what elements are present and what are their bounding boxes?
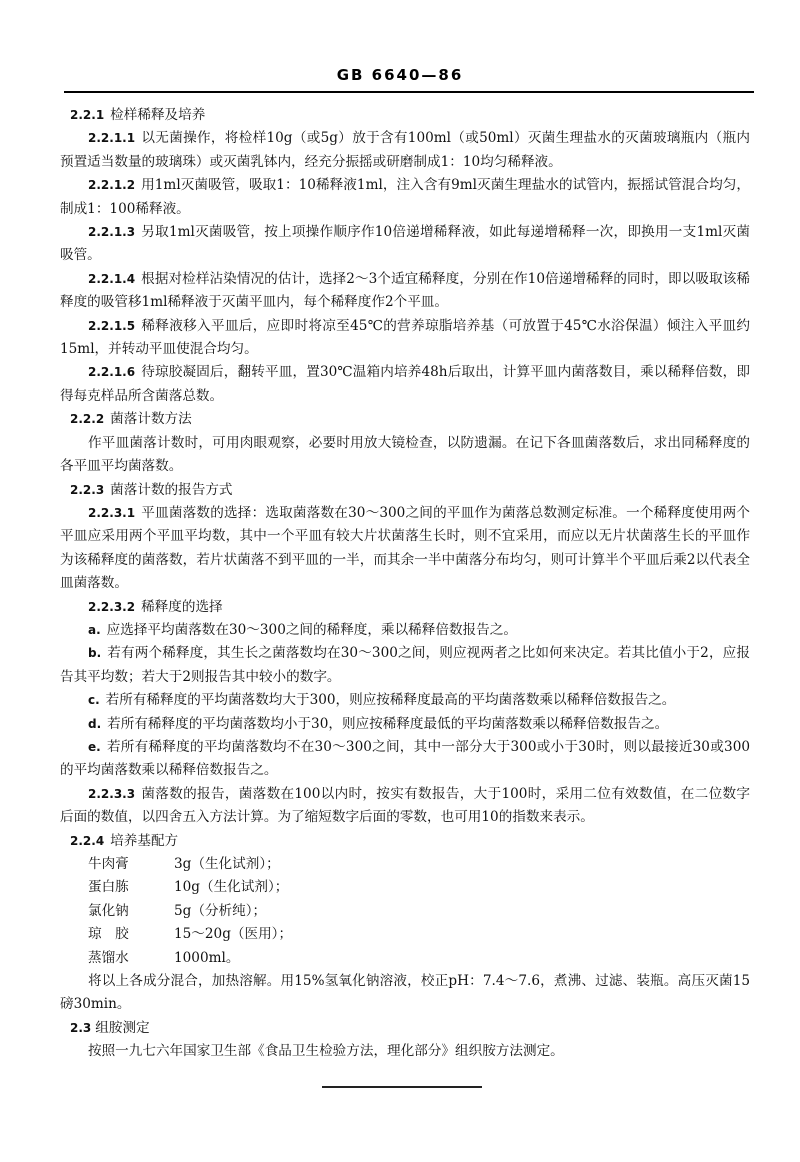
list-item-b <box>60 642 750 689</box>
list-marker: c. <box>88 693 100 708</box>
ingredient-row <box>60 947 750 970</box>
section-2-2-3 <box>60 479 750 502</box>
list-marker: d. <box>88 716 102 731</box>
ingredient-amount: 1000ml。 <box>174 949 240 966</box>
clause-text: 另取1ml灭菌吸管，按上项操作顺序作10倍递增稀释液，如此每递增稀释一次，即换用一支1ml灭菌吸管。 <box>60 224 750 264</box>
clause-text: 菌落数的报告，菌落数在100以内时，按实有数报告，大于100时，采用二位有效数值，在二位数字后面的数值，以四舍五入方法计算。为了缩短数字后面的零数，也可用10的指数来表示。 <box>60 785 750 826</box>
clause-text: 用1ml灭菌吸管，吸取1：10稀释液1ml，注入含有9ml灭菌生理盐水的试管内，振摇试管混合均匀，制成1：100稀释液。 <box>60 177 750 217</box>
clause-text: 以无菌操作，将检样10g（或5g）放于含有100ml（或50ml）灭菌生理盐水的灭菌玻璃瓶内（瓶内预置适当数量的玻璃珠）或灭菌乳钵内，经充分振摇或研磨制成1：10均匀稀释液。 <box>60 130 750 170</box>
section-2-3 <box>60 1017 750 1040</box>
paragraph-2-2-1-5 <box>60 315 750 362</box>
ingredient-amount: 15～20g（医用）； <box>174 926 293 943</box>
section-2-2-4 <box>60 830 750 853</box>
paragraph-2-3-body <box>60 1040 750 1063</box>
paragraph-2-2-1-4 <box>60 268 750 315</box>
list-item-a <box>60 619 750 642</box>
clause-number: 2.2.1.5 <box>88 318 136 333</box>
paragraph-2-2-1-3 <box>60 221 750 268</box>
ingredient-name: 琼 胶 <box>88 926 129 943</box>
list-marker: a. <box>88 622 101 637</box>
clause-number: 2.2.1.4 <box>88 271 136 286</box>
section-title: 组胺测定 <box>95 1019 150 1036</box>
mixing-instructions <box>60 970 750 1017</box>
ingredient-amount: 5g（分析纯）； <box>174 902 267 919</box>
clause-text: 根据对检样沾染情况的估计，选择2～3个适宜稀释度，分别在作10倍递增稀释的同时，即以吸取该稀释度的吸管移1ml稀释液于灭菌平皿内，每个稀释度作2个平皿。 <box>60 270 750 311</box>
ingredient-row <box>60 853 750 876</box>
ingredient-row <box>60 923 750 946</box>
clause-number: 2.2.1.6 <box>88 365 136 380</box>
clause-text: 将以上各成分混合，加热溶解。用15%氢氧化钠溶液，校正pH：7.4～7.6，煮沸、过滤、装瓶。高压灭菌15磅30min。 <box>60 973 750 1013</box>
clause-text: 按照一九七六年国家卫生部《食品卫生检验方法，理化部分》组织胺方法测定。 <box>88 1043 564 1060</box>
end-rule <box>322 1086 482 1088</box>
paragraph-2-2-1-6 <box>60 361 750 408</box>
section-number: 2.3 <box>70 1020 92 1035</box>
list-item-e <box>60 736 750 783</box>
clause-number: 2.2.3.2 <box>88 599 136 614</box>
page-header: GB 6640—86 <box>336 66 464 84</box>
list-item-text: 若所有稀释度的平均菌落数均不在30～300之间，其中一部分大于300或小于30时，则以最接近30或300的平均菌落数乘以稀释倍数报告之。 <box>60 738 750 779</box>
section-title: 菌落计数的报告方式 <box>110 481 233 498</box>
ingredient-row <box>60 900 750 923</box>
list-item-text: 若有两个稀释度，其生长之菌落数均在30～300之间，则应视两者之比如何来决定。若其比值小于2，应报告其平均数；若大于2则报告其中较小的数字。 <box>60 645 750 685</box>
ingredient-row <box>60 876 750 899</box>
clause-text: 待琼胶凝固后，翻转平皿，置30℃温箱内培养48h后取出，计算平皿内菌落数目，乘以稀释倍数，即得每克样品所含菌落总数。 <box>60 364 750 404</box>
clause-text: 作平皿菌落计数时，可用肉眼观察，必要时用放大镜检查，以防遗漏。在记下各皿菌落数后，求出同稀释度的各平皿平均菌落数。 <box>60 434 750 475</box>
list-marker: b. <box>88 646 102 661</box>
list-item-text: 若所有稀释度的平均菌落数均小于30，则应按稀释度最低的平均菌落数乘以稀释倍数报告之。 <box>107 715 669 732</box>
section-title: 培养基配方 <box>110 832 179 849</box>
clause-number: 2.2.1.2 <box>88 178 136 193</box>
section-2-2-2 <box>60 408 750 431</box>
header-rule <box>64 91 754 93</box>
ingredient-amount: 10g（生化试剂）； <box>174 879 289 896</box>
list-marker: e. <box>88 739 101 754</box>
paragraph-2-2-3-3 <box>60 783 750 830</box>
clause-number: 2.2.1.1 <box>88 131 136 146</box>
section-number: 2.2.3 <box>70 482 105 497</box>
section-number: 2.2.2 <box>70 412 105 427</box>
ingredient-name: 牛肉膏 <box>88 856 129 872</box>
section-2-2-1 <box>60 104 750 127</box>
clause-text: 稀释液移入平皿后，应即时将凉至45℃的营养琼脂培养基（可放置于45℃水浴保温）倾注入平皿约15ml，并转动平皿使混合均匀。 <box>60 317 750 358</box>
clause-number: 2.2.3.3 <box>88 786 136 801</box>
list-item-d <box>60 713 750 736</box>
section-number: 2.2.4 <box>70 833 105 848</box>
clause-number: 2.2.1.3 <box>88 225 136 240</box>
list-item-text: 应选择平均菌落数在30～300之间的稀释度，乘以稀释倍数报告之。 <box>106 621 517 638</box>
paragraph-2-2-3-2 <box>60 596 750 619</box>
section-number: 2.2.1 <box>70 108 105 122</box>
ingredient-name: 蛋白胨 <box>88 879 129 896</box>
paragraph-2-2-1-2 <box>60 174 750 221</box>
document-body <box>60 104 750 1064</box>
paragraph-2-2-1-1 <box>60 127 750 174</box>
list-item-c <box>60 689 750 712</box>
section-title: 检样稀释及培养 <box>110 107 206 123</box>
list-item-text: 若所有稀释度的平均菌落数均大于300，则应按稀释度最高的平均菌落数乘以稀释倍数报告之。 <box>105 692 676 709</box>
clause-text: 平皿菌落数的选择：选取菌落数在30～300之间的平皿作为菌落总数测定标准。一个稀释度使用两个平皿应采用两个平皿平均数，其中一个平皿有较大片状菌落生长时，则不宜采用，而应以无片状菌落生长的平皿作为该稀释度的菌落数，若片状菌落不到平皿的一半，而其余一半中菌落分布均匀，则可计算半个平皿后乘2以代表全皿菌落数。 <box>60 504 750 592</box>
section-title: 菌落计数方法 <box>110 411 192 428</box>
clause-text: 稀释度的选择 <box>141 598 223 615</box>
ingredient-name: 氯化钠 <box>88 902 129 919</box>
ingredient-amount: 3g（生化试剂）； <box>174 856 280 872</box>
paragraph-2-2-3-1 <box>60 502 750 596</box>
paragraph-2-2-2-body <box>60 432 750 479</box>
clause-number: 2.2.3.1 <box>88 505 136 520</box>
ingredient-name: 蒸馏水 <box>88 949 129 966</box>
